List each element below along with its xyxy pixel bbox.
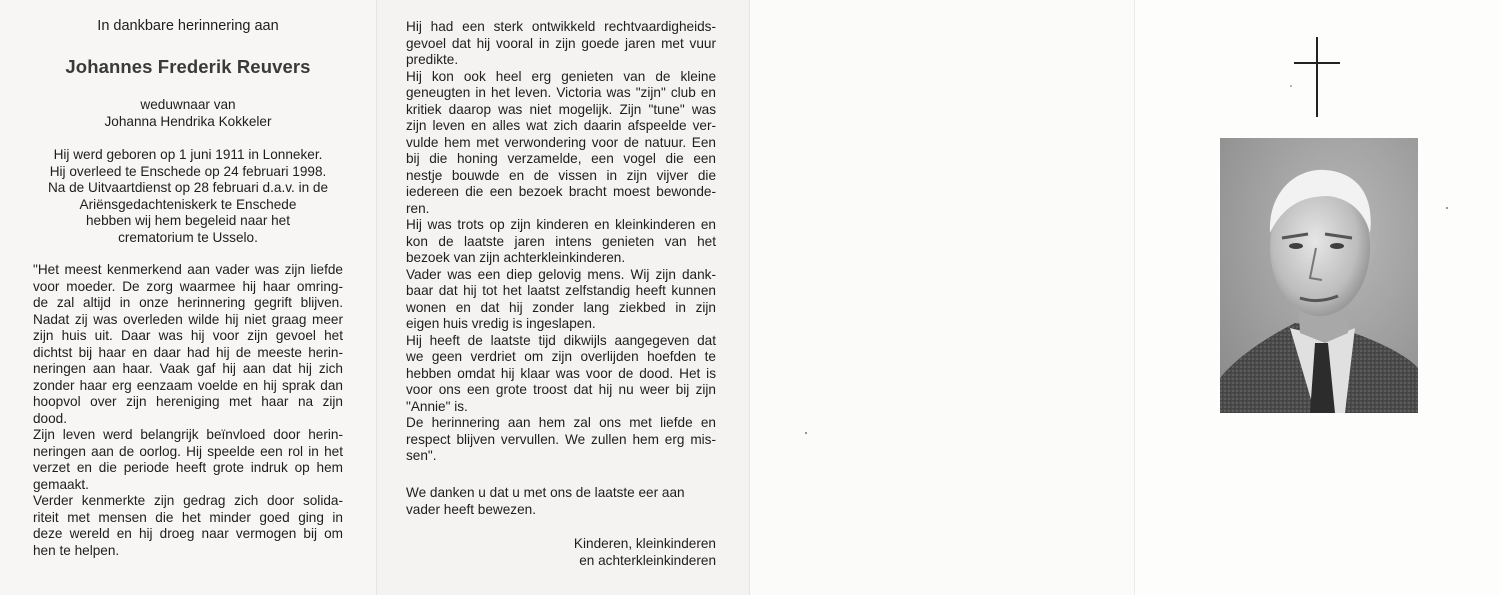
text-line: Hij kon ook heel erg genieten van de kleine: [406, 68, 716, 84]
text-line: Hij heeft de laatste tijd dikwijls aangegeven dat: [406, 332, 716, 348]
thanks-line: We danken u dat u met ons de laatste eer aan: [406, 485, 685, 500]
portrait-photo: [1220, 138, 1418, 413]
text-line: hebben omdat hij klaar was voor de dood. Het is: [406, 365, 716, 381]
deceased-name: Johannes Frederik Reuvers: [65, 56, 311, 77]
blank-page: [749, 0, 1134, 595]
text-line: kritiek daarop was niet mogelijk. Zijn "tune" was: [406, 101, 716, 117]
text-line: hen te helpen.: [33, 542, 120, 558]
text-line: De herinnering aan hem zal ons met liefde en: [406, 415, 716, 430]
text-line: dichtst bij haar en daar had hij de meeste herin-: [33, 344, 343, 360]
text-line: gevoel dat hij vooral in zijn goede jaren met vuur: [406, 35, 716, 51]
text-line: "Het meest kenmerkend aan vader was zijn liefde: [33, 262, 343, 277]
text-line: eigen huis vredig is ingeslapen.: [406, 316, 596, 331]
text-line: hoopvol over zijn hereniging met haar na zijn: [33, 394, 343, 409]
biography-text: [0, 147, 376, 247]
signature: [406, 535, 716, 569]
text-line: Nadat zij was overleden wilde hij niet graag meer: [33, 311, 343, 327]
text-line: gemaakt.: [33, 476, 89, 492]
text-line: zonder haar erg eenzaam voelde en hij sprak dan: [33, 377, 343, 393]
text-line: baar dat hij tot het laatst zelfstandig heeft kunnen: [406, 283, 716, 298]
text-line: geneugten in het leven. Victoria was "zijn" club en: [406, 85, 716, 100]
text-line: voor moeder. De zorg waarmee hij haar omring-: [33, 278, 343, 294]
intro-text: In dankbare herinnering aan: [97, 18, 279, 34]
bio-line: Ariënsgedachteniskerk te Enschede: [79, 196, 297, 212]
text-line: bij die honing verzamelde, een vogel die een: [406, 151, 716, 166]
memorial-text-left: [33, 262, 343, 559]
text-line: we geen verdriet om zijn overlijden hoefden te: [406, 349, 716, 364]
text-line: zijn leven en alles wat zich daarin afspeelde ver-: [406, 118, 716, 133]
text-line: neringen aan haar. Vaak gaf hij aan dat hij zich: [33, 361, 343, 376]
text-line: Verder kenmerkte zijn gedrag zich door solida-: [33, 493, 343, 508]
text-line: Hij was trots op zijn kinderen en kleinkinderen en: [406, 217, 716, 232]
text-line: voor ons een grote troost dat hij nu weer bij zijn: [406, 382, 716, 397]
text-line: iedereen die een bezoek bracht moest bewonde-: [406, 184, 716, 199]
text-line: wonen en dat hij zonder lang ziekbed in zijn: [406, 299, 716, 315]
text-line: vulde hem met verwondering voor de natuur. Een: [406, 134, 716, 150]
text-line: verzet en die periode heeft grote indruk op hem: [33, 460, 343, 475]
ink-speck: [1446, 207, 1448, 209]
widow-line: Johanna Hendrika Kokkeler: [104, 114, 272, 129]
bio-line: Na de Uitvaartdienst op 28 februari d.a.v. in de: [47, 180, 329, 196]
text-line: Hij had een sterk ontwikkeld rechtvaardigheids-: [406, 19, 716, 34]
ink-speck: [1290, 85, 1292, 87]
bio-line: hebben wij hem begeleid naar het: [85, 213, 291, 229]
ink-speck: [805, 432, 807, 434]
text-line: kon de laatste jaren intens genieten van het: [406, 233, 716, 249]
text-line: Vader was een diep gelovig mens. Wij zijn dank-: [406, 266, 716, 282]
text-line: ren.: [406, 200, 430, 216]
thanks-text: [406, 485, 716, 518]
widow-line: weduwnaar van: [140, 97, 236, 112]
text-line: dood.: [33, 410, 68, 426]
text-line: bezoek van zijn achterkleinkinderen.: [406, 250, 626, 265]
bio-line: crematorium te Usselo.: [118, 229, 258, 245]
thanks-line: vader heeft bewezen.: [406, 501, 536, 517]
text-line: "Annie" is.: [406, 398, 468, 414]
widow-text: [0, 96, 376, 130]
bio-line: Hij overleed te Enschede op 24 februari 1998.: [49, 163, 327, 179]
bio-line: Hij werd geboren op 1 juni 1911 in Lonneker.: [53, 147, 323, 162]
text-line: respect blijven vervullen. We zullen hem erg mis-: [406, 431, 716, 447]
signature-line: en achterkleinkinderen: [579, 553, 716, 568]
text-line: neringen aan de oorlog. Hij speelde een rol in het: [33, 443, 343, 459]
text-line: sen".: [406, 448, 437, 463]
text-line: predikte.: [406, 52, 459, 67]
text-line: de zal altijd in onze herinnering gegrift blijven.: [33, 295, 343, 310]
text-line: riteit met mensen die het minder goed ging in: [33, 509, 343, 525]
text-line: nestje bouwde en de vissen in zijn vijver die: [406, 167, 716, 183]
text-line: deze wereld en hij droeg naar vermogen bij om: [33, 526, 343, 541]
text-line: zijn huis uit. Daar was hij voor zijn gevoel het: [33, 328, 343, 343]
memorial-text-middle: [406, 19, 716, 465]
text-line: Zijn leven werd belangrijk beïnvloed door herin-: [33, 427, 343, 442]
signature-line: Kinderen, kleinkinderen: [573, 536, 716, 551]
